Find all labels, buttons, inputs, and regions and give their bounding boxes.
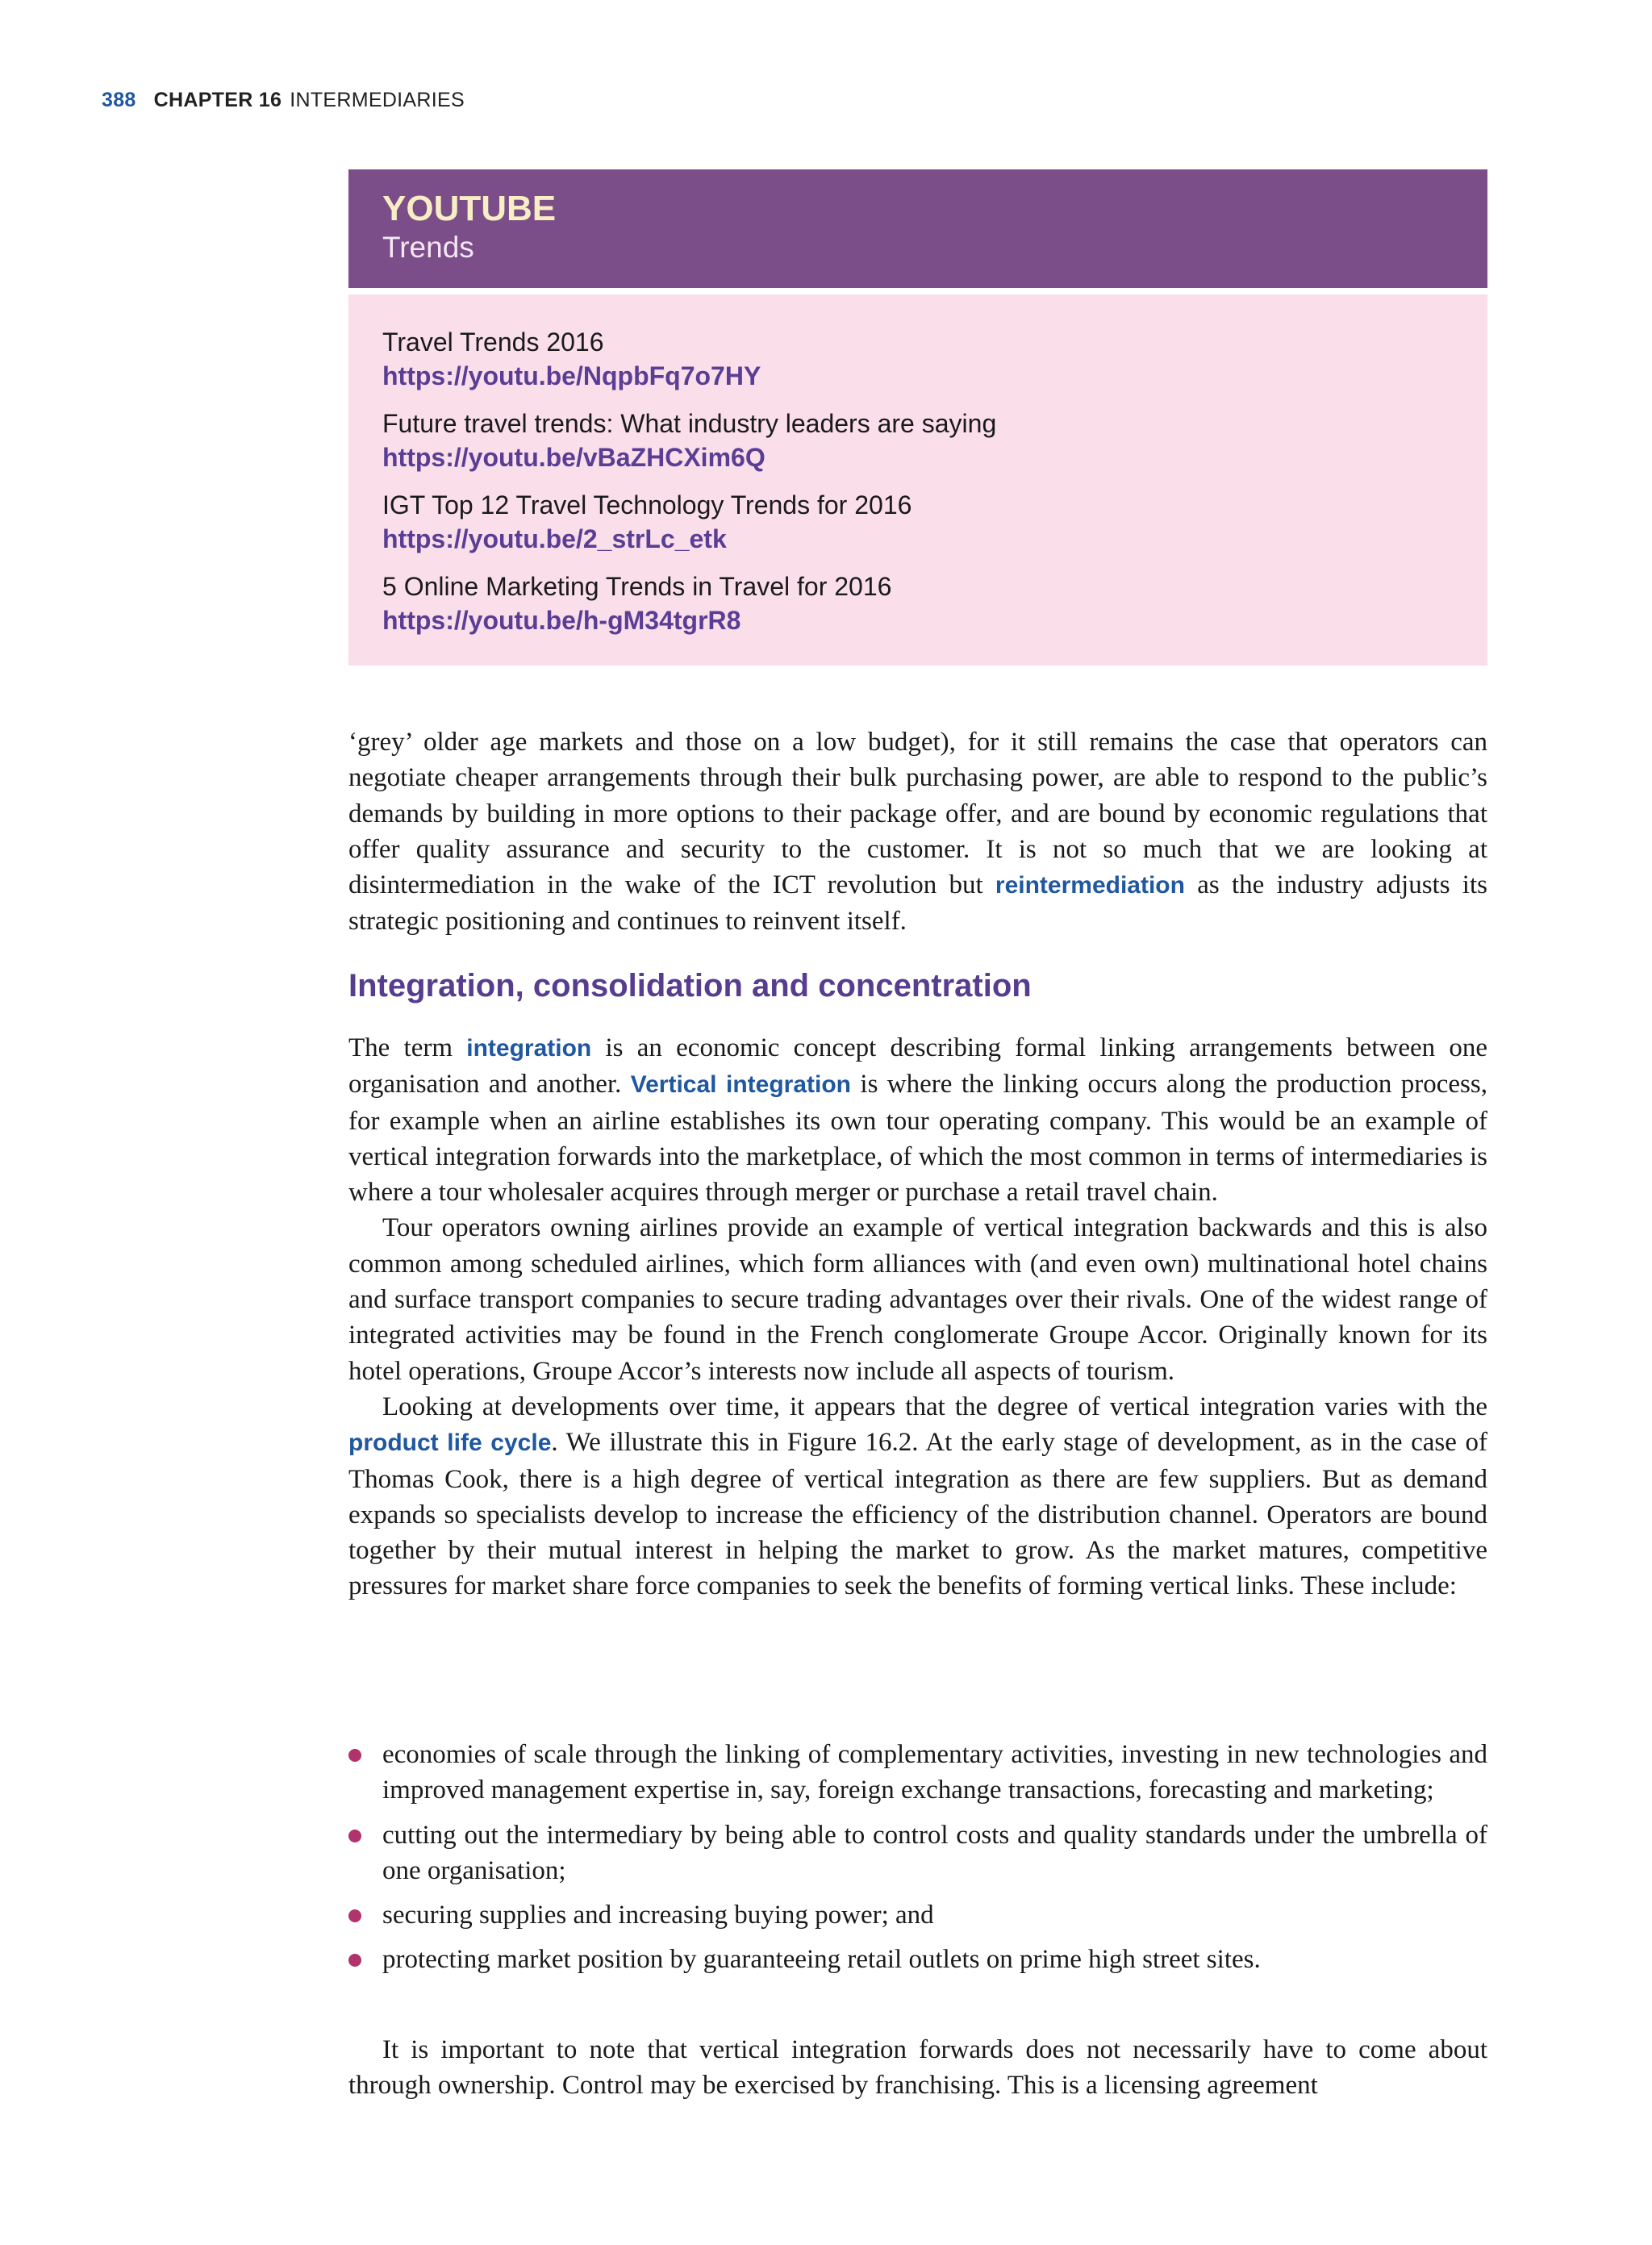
- paragraph: [348, 1389, 1487, 1604]
- video-link[interactable]: https://youtu.be/h-gM34tgrR8: [382, 606, 741, 635]
- video-title: IGT Top 12 Travel Technology Trends for 2016: [382, 490, 912, 520]
- text-run: . We illustrate this in Figure 16.2. At the early stage of development, as in the case of Thomas Cook, there is a high degree of vertical integration as there are few suppliers. But as demand expands so specialists develop to increase the efficiency of the distribution channel. Operators are bound together by their mutual interest in helping the market to grow. As the market matures, competitive pressures for market share force companies to seek the benefits of forming vertical links. These include:: [348, 1428, 1487, 1601]
- video-item: [382, 407, 1487, 474]
- text-run: is where the linking occurs along the production process, for example when an airline establishes its own tour operating company. This would be an example of vertical integration forwards into the marketplace, of which the most common in terms of intermediaries is where a tour wholesaler acquires through merger or purchase a retail travel chain.: [348, 1070, 1487, 1208]
- youtube-box-title: YOUTUBE: [382, 189, 557, 228]
- keyword-reintermediation: reintermediation: [995, 872, 1185, 899]
- text-run: ‘grey’ older age markets and those on a low budget), for it still remains the case that operators can negotiate cheaper arrangements through their bulk purchasing power, are able to respond to the public’s demands by building in more options to their package offer, and are bound by economic regulations that offer quality assurance and security to the customer. It is not so much that we are looking at disintermediation in the wake of the ICT revolution but: [348, 728, 1487, 900]
- video-link[interactable]: https://youtu.be/vBaZHCXim6Q: [382, 443, 766, 472]
- paragraph: [348, 1030, 1487, 1210]
- section-heading: Integration, consolidation and concentration: [348, 968, 1032, 1004]
- video-title: Future travel trends: What industry leaders are saying: [382, 409, 997, 438]
- bullet-icon: [348, 1909, 361, 1922]
- paragraph: [348, 724, 1487, 940]
- youtube-box-subtitle: Trends: [382, 231, 474, 264]
- keyword-product-life-cycle: product life cycle: [348, 1429, 552, 1457]
- list-item-text: protecting market position by guaranteeing retail outlets on prime high street sites.: [382, 1945, 1261, 1975]
- bullet-icon: [348, 1954, 361, 1967]
- video-item: [382, 488, 1487, 556]
- video-link[interactable]: https://youtu.be/NqpbFq7o7HY: [382, 361, 761, 390]
- running-head: [102, 89, 465, 112]
- bullet-list: [348, 1737, 1487, 1978]
- bullet-list-block: [348, 1737, 1487, 1987]
- text-run: as the industry adjusts its strategic positioning and continues to reinvent itself.: [348, 870, 1487, 937]
- body-main: [348, 1030, 1487, 1604]
- section-heading-block: [348, 968, 1487, 1004]
- section-label: INTERMEDIARIES: [290, 89, 465, 111]
- paragraph: It is important to note that vertical integration forwards does not necessarily have to come about through ownership. Control may be exercised by franchising. This is a licensing agreement: [348, 2035, 1487, 2101]
- bullet-icon: [348, 1830, 361, 1842]
- body-paragraph-1: [348, 724, 1487, 940]
- chapter-label: CHAPTER 16: [153, 89, 282, 111]
- youtube-box-header: [348, 169, 1487, 288]
- list-item: [348, 1817, 1487, 1889]
- body-paragraph-last: [348, 2032, 1487, 2104]
- list-item: [348, 1942, 1487, 1977]
- youtube-box: [348, 169, 1487, 666]
- list-item: [348, 1897, 1487, 1933]
- text-run: is an economic concept describing formal linking arrangements between one organisation and another.: [348, 1033, 1487, 1100]
- page-number: 388: [102, 89, 136, 111]
- text-run: Looking at developments over time, it appears that the degree of vertical integration varies with the: [382, 1392, 1487, 1421]
- video-title: Travel Trends 2016: [382, 328, 604, 357]
- list-item-text: economies of scale through the linking of complementary activities, investing in new technologies and improved management expertise in, say, foreign exchange transactions, forecasting and marketing;: [382, 1740, 1487, 1805]
- video-item: [382, 325, 1487, 393]
- list-item: [348, 1737, 1487, 1809]
- paragraph: Tour operators owning airlines provide an example of vertical integration backwards and this is also common among scheduled airlines, which form alliances with (and even own) multinational hotel chains and surface transport companies to secure trading advantages over their rivals. One of the widest range of integrated activities may be found in the French conglomerate Groupe Accor. Originally known for its hotel operations, Groupe Accor’s interests now include all aspects of tourism.: [348, 1213, 1487, 1386]
- video-item: [382, 570, 1487, 637]
- video-link[interactable]: https://youtu.be/2_strLc_etk: [382, 524, 727, 553]
- list-item-text: cutting out the intermediary by being able to control costs and quality standards under the umbrella of one organisation;: [382, 1820, 1487, 1885]
- bullet-icon: [348, 1749, 361, 1762]
- list-item-text: securing supplies and increasing buying power; and: [382, 1901, 934, 1930]
- keyword-integration: integration: [466, 1035, 592, 1062]
- video-title: 5 Online Marketing Trends in Travel for 2016: [382, 572, 892, 601]
- youtube-box-body: [348, 294, 1487, 666]
- keyword-vertical-integration: Vertical integration: [630, 1071, 851, 1099]
- text-run: The term: [348, 1033, 467, 1062]
